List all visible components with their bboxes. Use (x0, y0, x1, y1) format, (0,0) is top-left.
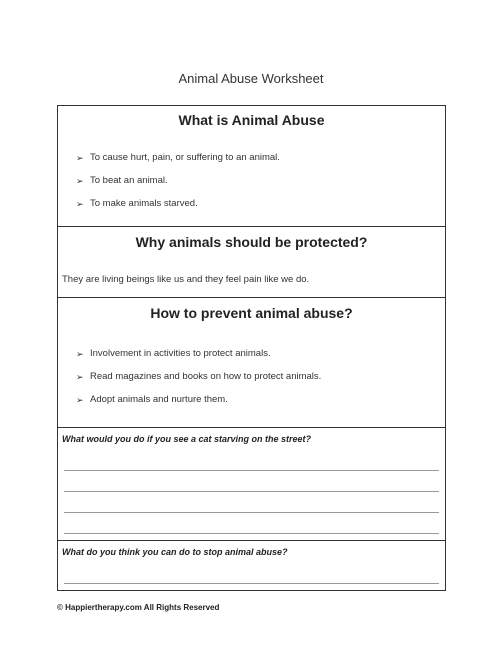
arrow-bullet-icon: ➢ (76, 372, 84, 382)
answer-line[interactable] (64, 583, 439, 584)
list-item-text: Adopt animals and nurture them. (90, 394, 228, 405)
section-why-protect (58, 226, 445, 298)
bullet-list (76, 348, 321, 417)
list-item-text: Read magazines and books on how to protect animals. (90, 371, 322, 382)
answer-line[interactable] (64, 512, 439, 513)
section-question-stop-abuse (58, 540, 445, 592)
question-text: What would you do if you see a cat starving on the street? (62, 434, 312, 444)
list-item (76, 198, 280, 210)
answer-line[interactable] (64, 470, 439, 471)
arrow-bullet-icon: ➢ (76, 176, 84, 186)
list-item (76, 175, 280, 187)
list-item-text: Involvement in activities to protect animals. (90, 348, 271, 359)
list-item-text: To beat an animal. (90, 175, 168, 186)
section-heading: What is Animal Abuse (178, 112, 325, 128)
list-item (76, 371, 321, 383)
answer-line[interactable] (64, 491, 439, 492)
arrow-bullet-icon: ➢ (76, 349, 84, 359)
bullet-list (76, 152, 280, 221)
list-item (76, 348, 321, 360)
worksheet-title: Animal Abuse Worksheet (178, 71, 324, 86)
list-item (76, 152, 280, 164)
list-item (76, 394, 321, 406)
question-text: What do you think you can do to stop animal abuse? (62, 547, 288, 557)
list-item-text: To make animals starved. (90, 198, 198, 209)
section-heading: How to prevent animal abuse? (150, 305, 353, 321)
arrow-bullet-icon: ➢ (76, 153, 84, 163)
section-how-to-prevent (58, 297, 445, 428)
section-question-cat (58, 427, 445, 541)
answer-line[interactable] (64, 533, 439, 534)
arrow-bullet-icon: ➢ (76, 199, 84, 209)
section-heading: Why animals should be protected? (135, 234, 368, 250)
copyright-footer: © Happiertherapy.com All Rights Reserved (57, 603, 220, 612)
section-body-text: They are living beings like us and they feel pain like we do. (62, 274, 310, 285)
worksheet-table (57, 105, 446, 591)
arrow-bullet-icon: ➢ (76, 395, 84, 405)
list-item-text: To cause hurt, pain, or suffering to an animal. (90, 152, 280, 163)
section-what-is-animal-abuse (58, 106, 445, 227)
